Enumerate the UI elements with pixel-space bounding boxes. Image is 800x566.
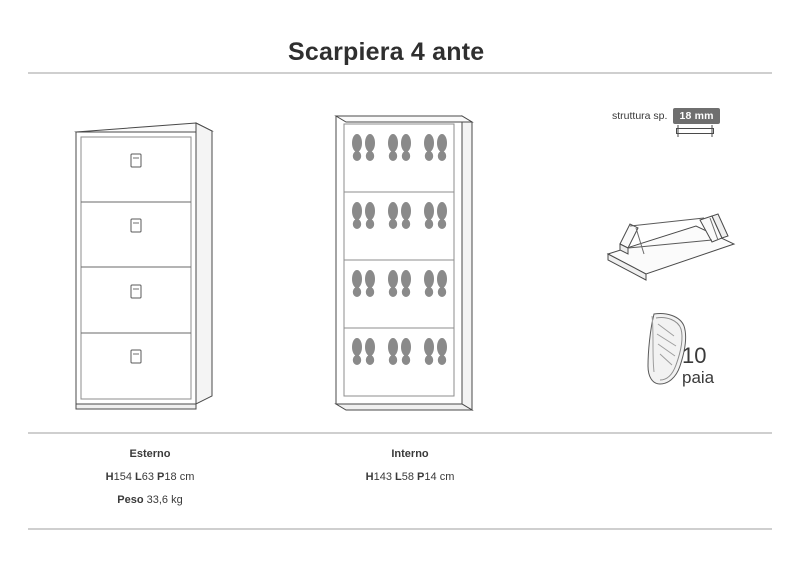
panel-thickness-drawing (676, 124, 714, 140)
page-title: Scarpiera 4 ante (288, 38, 485, 66)
divider-footer (28, 528, 772, 530)
thickness-info (612, 108, 720, 124)
exterior-caption-title: Esterno (129, 448, 171, 460)
exterior-caption (60, 446, 240, 509)
drawer-handle-icon (131, 154, 141, 167)
drawer-handle-icon (131, 350, 141, 363)
divider-bottom (28, 432, 772, 434)
interior-caption-title: Interno (391, 448, 429, 460)
drawer-handle-icon (131, 219, 141, 232)
exterior-weight: Peso 33,6 kg (117, 494, 183, 506)
interior-caption (320, 446, 500, 486)
tilt-mechanism-drawing (600, 198, 740, 284)
exterior-dimensions: H154 L63 P18 cm (105, 471, 195, 483)
pairs-number: 10 (682, 343, 707, 368)
pairs-capacity (682, 344, 714, 388)
divider-top (28, 72, 772, 74)
drawer-handle-icon (131, 285, 141, 298)
thickness-value-badge: 18 mm (673, 108, 719, 124)
cabinet-exterior-drawing (60, 108, 240, 420)
interior-dimensions: H143 L58 P14 cm (365, 471, 455, 483)
cabinet-interior-drawing (330, 112, 480, 412)
pairs-unit: paia (682, 368, 715, 387)
thickness-label: struttura sp. (612, 110, 668, 122)
